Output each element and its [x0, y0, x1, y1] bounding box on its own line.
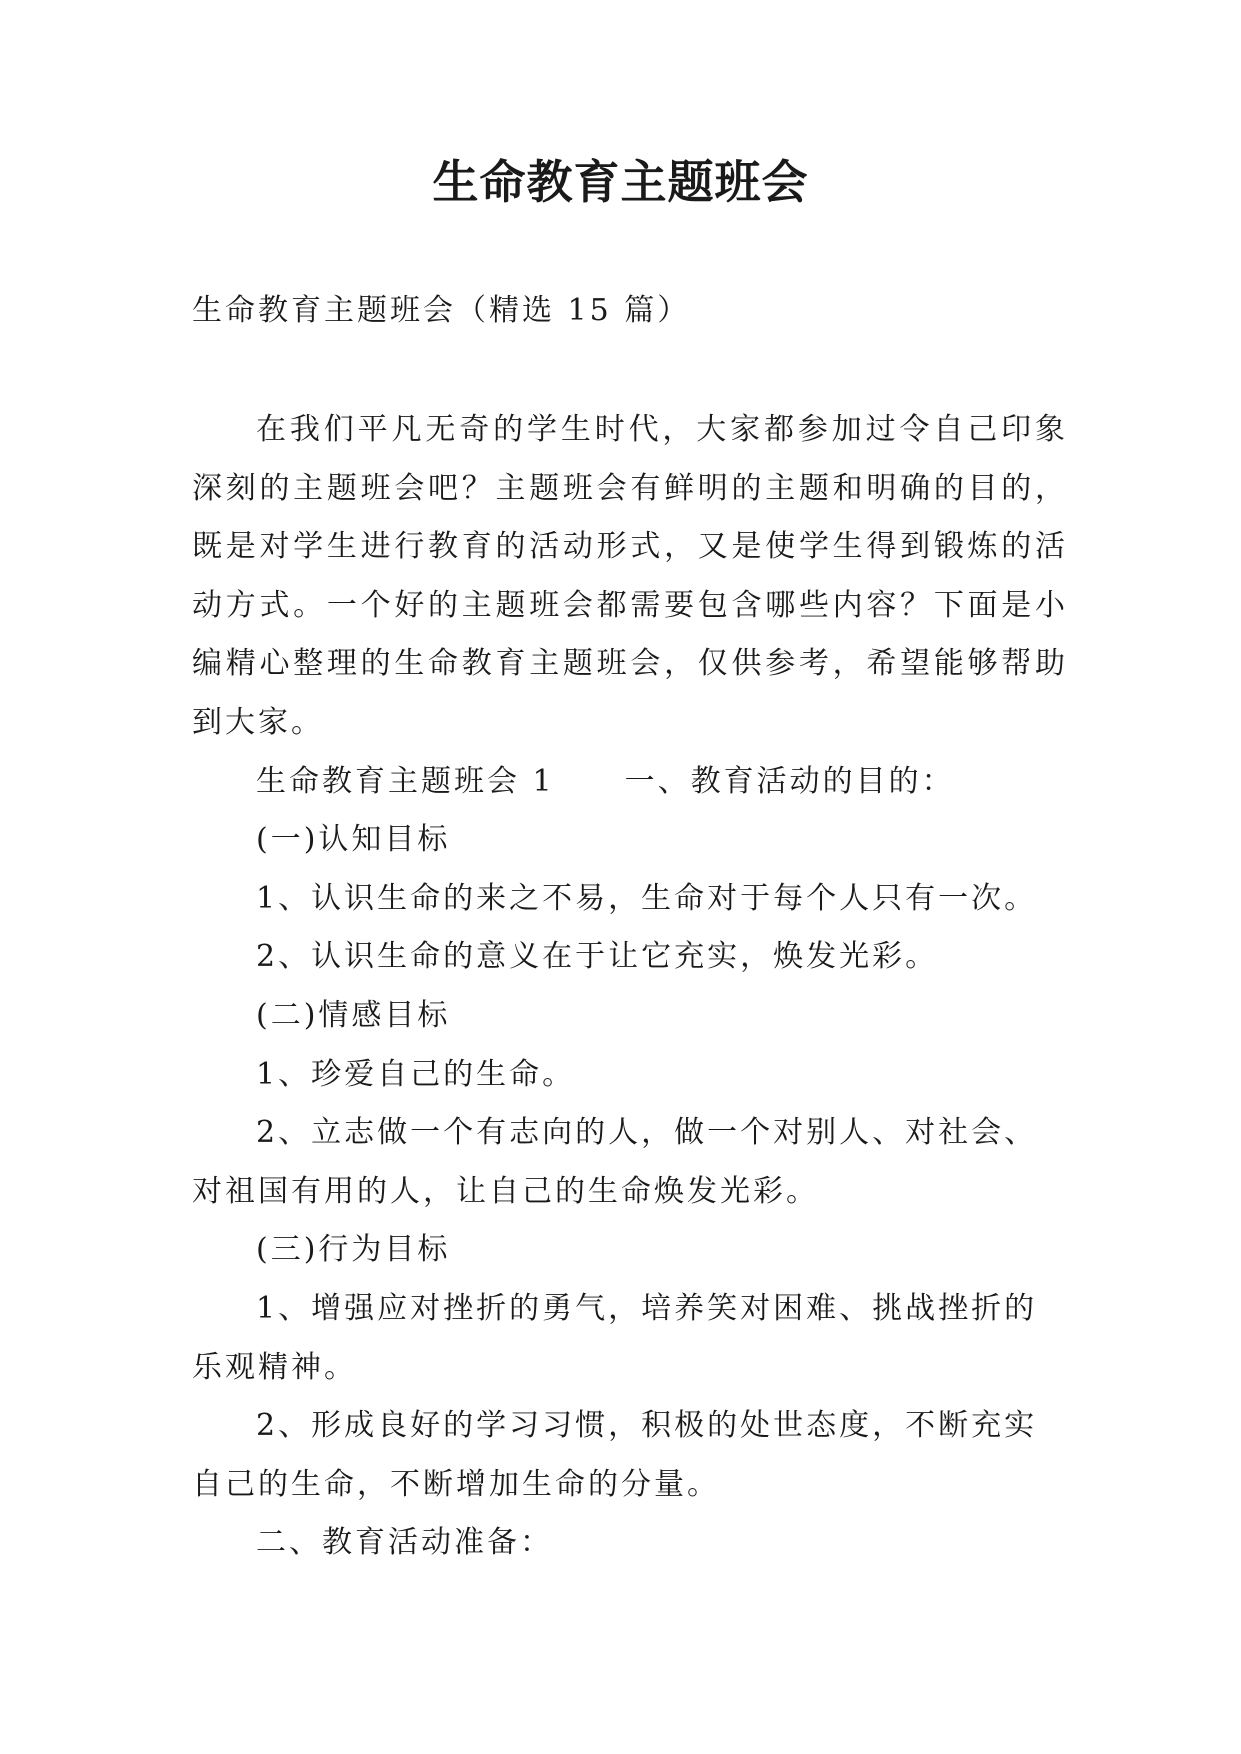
goal3-heading: (三)行为目标 — [256, 1232, 451, 1268]
goal1-heading: (一)认知目标 — [256, 822, 451, 858]
goal2-item1: 1、珍爱自己的生命。 — [256, 1056, 576, 1092]
goal2-heading: (二)情感目标 — [256, 997, 451, 1033]
section2-heading: 二、教育活动准备： — [256, 1525, 553, 1561]
section1-label: 生命教育主题班会 1 — [256, 763, 555, 799]
goal3-item2: 2、形成良好的学习习惯，积极的处世态度，不断充实自己的生命，不断增加生命的分量。 — [192, 1408, 1038, 1502]
section1-line — [192, 753, 1068, 812]
document-body — [192, 401, 1068, 1573]
intro-paragraph: 在我们平凡无奇的学生时代，大家都参加过令自己印象深刻的主题班会吧？主题班会有鲜明的主题和明确的目的，既是对学生进行教育的活动形式，又是使学生得到锻炼的活动方式。一个好的主题班会都需要包含哪些内容？下面是小编精心整理的生命教育主题班会，仅供参考，希望能够帮助到大家。 — [192, 412, 1068, 740]
section1-heading: 一、教育活动的目的： — [624, 763, 955, 799]
goal2-item2: 2、立志做一个有志向的人，做一个对别人、对社会、对祖国有用的人，让自己的生命焕发光彩。 — [192, 1115, 1038, 1209]
document-subtitle: 生命教育主题班会（精选 15 篇） — [192, 293, 691, 328]
document-title: 生命教育主题班会 — [432, 155, 809, 209]
goal1-item2: 2、认识生命的意义在于让它充实，焕发光彩。 — [256, 939, 939, 975]
goal1-item1: 1、认识生命的来之不易，生命对于每个人只有一次。 — [256, 880, 1038, 916]
goal3-item1: 1、增强应对挫折的勇气，培养笑对困难、挑战挫折的乐观精神。 — [192, 1290, 1038, 1385]
